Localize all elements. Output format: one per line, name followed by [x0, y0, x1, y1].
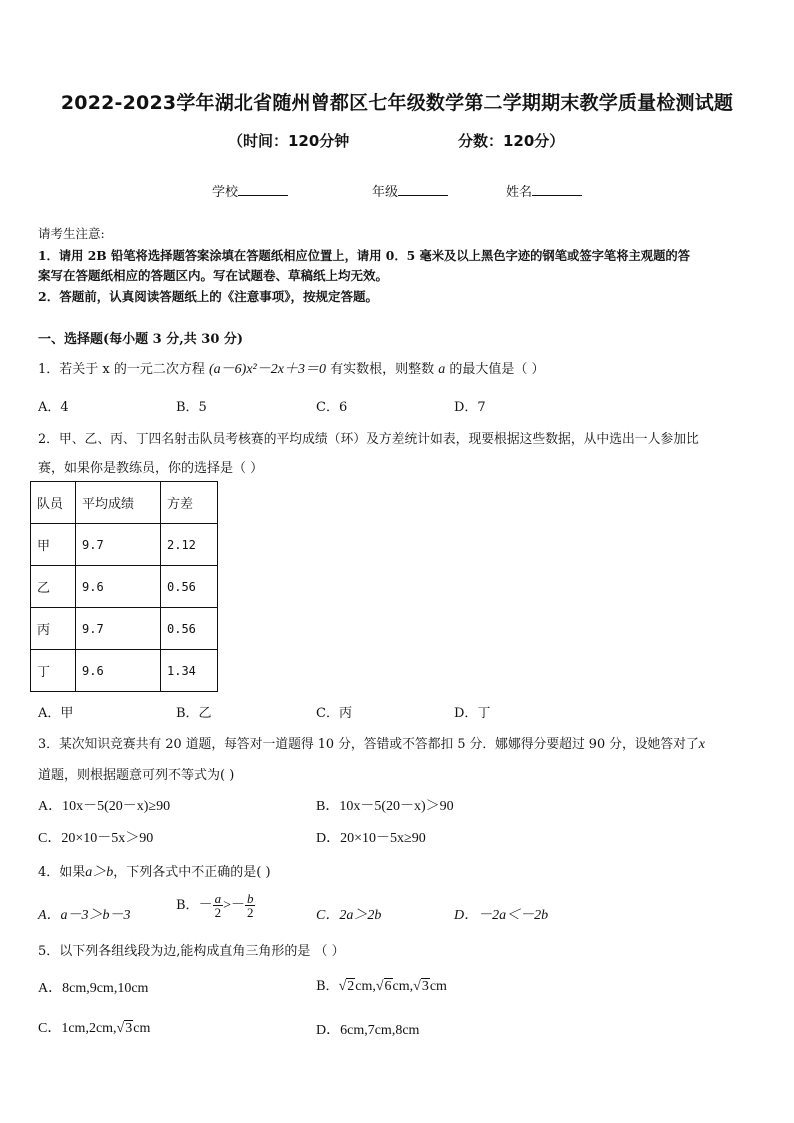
q2-option-d: D．丁 — [454, 706, 491, 721]
q5-option-c-label: C．1cm,2cm, — [38, 1021, 117, 1036]
q4-option-a: A．a－3＞b－3 — [38, 908, 131, 923]
q1-equation: (a－6)x²－2x＋3＝0 — [209, 362, 326, 377]
table-header-cell: 方差 — [161, 482, 218, 524]
grade-label: 年级 — [372, 185, 399, 200]
table-cell: 9.7 — [76, 524, 161, 566]
q5-option-b: B．√2cm,√6cm,√3cm — [316, 979, 447, 994]
notice-item2: 2．答题前，认真阅读答题纸上的《注意事项》，按规定答题。 — [38, 289, 378, 304]
fraction-denominator: 2 — [214, 905, 222, 920]
table-cell: 1.34 — [161, 650, 218, 692]
table-header-row — [31, 482, 218, 524]
table-row — [31, 650, 218, 692]
q3-var: x — [698, 737, 705, 752]
q4-option-b-label: B． — [176, 898, 199, 913]
q1-prefix: 1．若关于 x 的一元二次方程 — [38, 362, 205, 377]
name-field — [506, 181, 582, 200]
q3-option-d: D．20×10－5x≥90 — [316, 831, 426, 846]
notice-item1-line1: 1．请用 2B 铅笔将选择题答案涂填在答题纸相应位置上，请用 0．5 毫米及以上黑色字迹的钢笔或签字笔将主观题的答 — [38, 248, 690, 263]
unit-text: cm — [429, 979, 447, 994]
fraction-numerator: b — [246, 891, 254, 906]
q4-option-c: C．2a＞2b — [316, 908, 382, 923]
q1-option-b: B．5 — [176, 400, 207, 415]
score-table — [30, 481, 218, 692]
table-header-cell: 队员 — [31, 482, 76, 524]
q5-option-c — [38, 1017, 150, 1037]
fraction-denominator: 2 — [246, 905, 254, 920]
notice-item1-line2: 案写在答题纸相应的答题区内。写在试题卷、草稿纸上均无效。 — [38, 268, 389, 283]
q2-option-c: C．丙 — [316, 706, 352, 721]
q3-option-a: A．10x－5(20－x)≥90 — [38, 799, 171, 814]
q5-option-b-label: B． — [316, 979, 339, 994]
unit-text: cm — [355, 979, 373, 994]
q2-option-a: A．甲 — [38, 706, 74, 721]
fraction-numerator: a — [214, 891, 222, 906]
q4-option-b: B．－ $\frac{a}{2}$ >－ $\frac{b}{2}$ — [176, 891, 254, 920]
question-4 — [38, 861, 271, 881]
sqrt-2: √2 — [338, 979, 355, 994]
q3-option-c: C．20×10－5x＞90 — [38, 831, 154, 846]
radicand: 2 — [347, 979, 355, 994]
sqrt-3: √3 — [116, 1021, 133, 1036]
table-cell: 9.6 — [76, 566, 161, 608]
q5-option-d: D．6cm,7cm,8cm — [316, 1023, 420, 1038]
q2-option-b: B．乙 — [176, 706, 212, 721]
grade-field — [372, 181, 448, 200]
table-row — [31, 608, 218, 650]
table-cell: 2.12 — [161, 524, 218, 566]
school-field — [212, 181, 288, 200]
q1-option-c: C．6 — [316, 400, 348, 415]
q3-option-b: B．10x－5(20－x)＞90 — [316, 799, 454, 814]
fraction-b-over-2 — [245, 892, 256, 919]
name-blank — [532, 183, 582, 196]
table-cell: 9.6 — [76, 650, 161, 692]
q4-condition: a＞b — [85, 865, 114, 880]
notice-heading: 请考生注意: — [38, 226, 105, 241]
sqrt-6: √6 — [375, 979, 392, 994]
q1-suffix2: 的最大值是（ ） — [449, 362, 545, 377]
q5-option-a: A．8cm,9cm,10cm — [38, 981, 149, 996]
table-cell: 丙 — [31, 608, 76, 650]
table-cell: 0.56 — [161, 566, 218, 608]
table-cell: 9.7 — [76, 608, 161, 650]
section-title: 一、选择题(每小题 3 分,共 30 分) — [38, 332, 244, 347]
q4-suffix: ，下列各式中不正确的是( ) — [113, 865, 271, 880]
q3-line1-text: 3．某次知识竞赛共有 20 道题，每答对一道题得 10 分，答错或不答都扣 5 分．娜娜得分要超过 90 分，设她答对了 — [38, 737, 699, 752]
q2-line2: 赛，如果你是教练员，你的选择是（ ） — [38, 461, 264, 476]
school-blank — [238, 183, 288, 196]
radicand: 3 — [421, 979, 429, 994]
table-header-cell: 平均成绩 — [76, 482, 161, 524]
table-cell: 0.56 — [161, 608, 218, 650]
school-label: 学校 — [212, 185, 239, 200]
exam-score: 分数：120分） — [458, 132, 565, 150]
name-label: 姓名 — [506, 185, 533, 200]
page-title: 2022-2023学年湖北省随州曾都区七年级数学第二学期期末教学质量检测试题 — [60, 92, 734, 114]
q4-option-d: D．－2a＜－2b — [454, 908, 549, 923]
table-cell: 甲 — [31, 524, 76, 566]
sqrt-3: √3 — [413, 979, 429, 994]
q1-var: a — [438, 362, 446, 377]
q1-suffix: 有实数根，则整数 — [330, 362, 435, 377]
q5-stem: 5．以下列各组线段为边,能构成直角三角形的是 （ ） — [38, 944, 345, 959]
unit-text: cm — [392, 979, 410, 994]
table-cell: 乙 — [31, 566, 76, 608]
radicand: 6 — [384, 979, 392, 994]
q2-line1: 2．甲、乙、丙、丁四名射击队员考核赛的平均成绩（环）及方差统计如表，现要根据这些数据，从中选出一人参加比 — [38, 432, 699, 447]
grade-blank — [398, 183, 448, 196]
radicand: 3 — [125, 1021, 133, 1036]
q1-option-d: D．7 — [454, 400, 486, 415]
question-1 — [38, 358, 545, 378]
q4-prefix: 4．如果 — [38, 865, 86, 880]
q3-line1 — [38, 733, 705, 753]
fraction-a-over-2 — [213, 892, 224, 919]
unit-text: cm — [133, 1021, 151, 1036]
table-row — [31, 566, 218, 608]
q1-option-a: A．4 — [38, 400, 69, 415]
q3-line2: 道题，则根据题意可列不等式为( ) — [38, 768, 235, 783]
exam-time: （时间：120分钟 — [228, 132, 350, 150]
table-row — [31, 524, 218, 566]
table-cell: 丁 — [31, 650, 76, 692]
